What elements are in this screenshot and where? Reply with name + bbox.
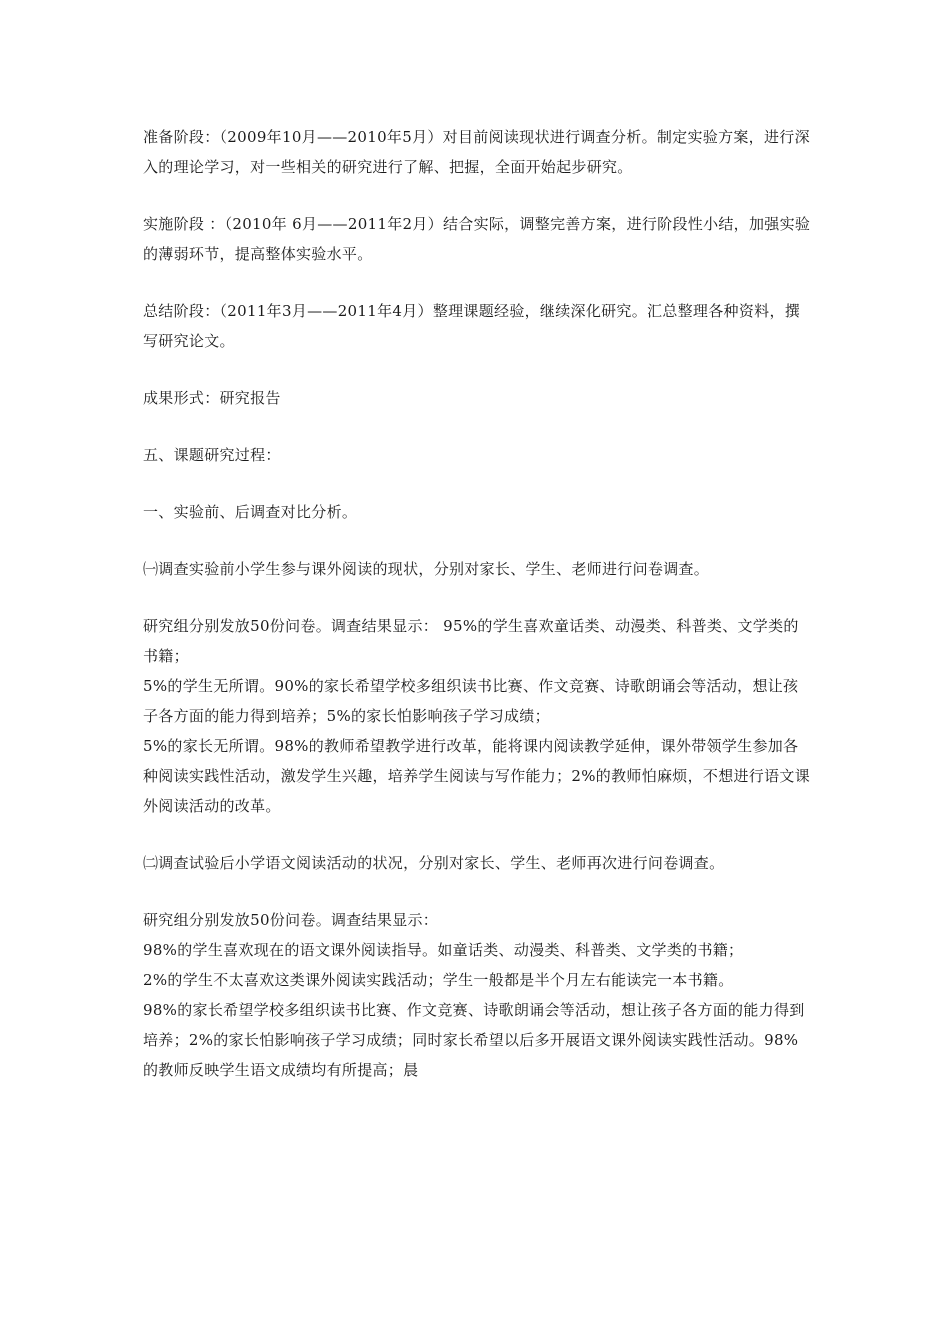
paragraph-pre-survey-results: 研究组分别发放50份问卷。调查结果显示： 95%的学生喜欢童话类、动漫类、科普类、文学类的书籍；: [143, 617, 799, 665]
paragraph-pre-survey-intro: ㈠调查实验前小学生参与课外阅读的现状，分别对家长、学生、老师进行问卷调查。: [143, 560, 710, 578]
paragraph-post-survey-intro: ㈡调查试验后小学语文阅读活动的状况，分别对家长、学生、老师再次进行问卷调查。: [143, 854, 725, 872]
paragraph-prep-stage: 准备阶段：（2009年10月——2010年5月）对目前阅读现状进行调查分析。制定实验方案，进行深入的理论学习，对一些相关的研究进行了解、把握，全面开始起步研究。: [143, 128, 810, 176]
paragraph-pre-survey-parents: 5%的学生无所谓。90%的家长希望学校多组织读书比赛、作文竞赛、诗歌朗诵会等活动，想让孩子各方面的能力得到培养；5%的家长怕影响孩子学习成绩；: [143, 677, 799, 725]
paragraph-pre-survey-teachers: 5%的家长无所谓。98%的教师希望教学进行改革，能将课内阅读教学延伸，课外带领学生参加各种阅读实践性活动，激发学生兴趣，培养学生阅读与写作能力；2%的教师怕麻烦，不想进行语文课外阅读活动的改革。: [143, 737, 811, 815]
paragraph-post-survey-parents-teachers: 98%的家长希望学校多组织读书比赛、作文竞赛、诗歌朗诵会等活动，想让孩子各方面的能力得到培养；2%的家长怕影响孩子学习成绩；同时家长希望以后多开展语文课外阅读实践性活动。98%的教师反映学生语文成绩均有所提高；晨: [143, 1001, 805, 1079]
paragraph-post-survey-students: 98%的学生喜欢现在的语文课外阅读指导。如童话类、动漫类、科普类、文学类的书籍；: [143, 941, 744, 959]
subheading-survey-comparison: 一、实验前、后调查对比分析。: [143, 503, 358, 521]
paragraph-post-survey-students-dislike: 2%的学生不太喜欢这类课外阅读实践活动；学生一般都是半个月左右能读完一本书籍。: [143, 971, 734, 989]
paragraph-post-survey-count: 研究组分别发放50份问卷。调查结果显示：: [143, 911, 439, 929]
document-body: [143, 122, 811, 1085]
paragraph-summary-stage: 总结阶段：（2011年3月——2011年4月）整理课题经验，继续深化研究。汇总整理各种资料，撰写研究论文。: [143, 302, 801, 350]
paragraph-result-form: 成果形式：研究报告: [143, 389, 281, 407]
section-heading-research-process: 五、课题研究过程：: [143, 446, 281, 464]
paragraph-implementation-stage: 实施阶段 ：（2010年 6月——2011年2月）结合实际，调整完善方案，进行阶段性小结，加强实验的薄弱环节，提高整体实验水平。: [143, 215, 811, 263]
